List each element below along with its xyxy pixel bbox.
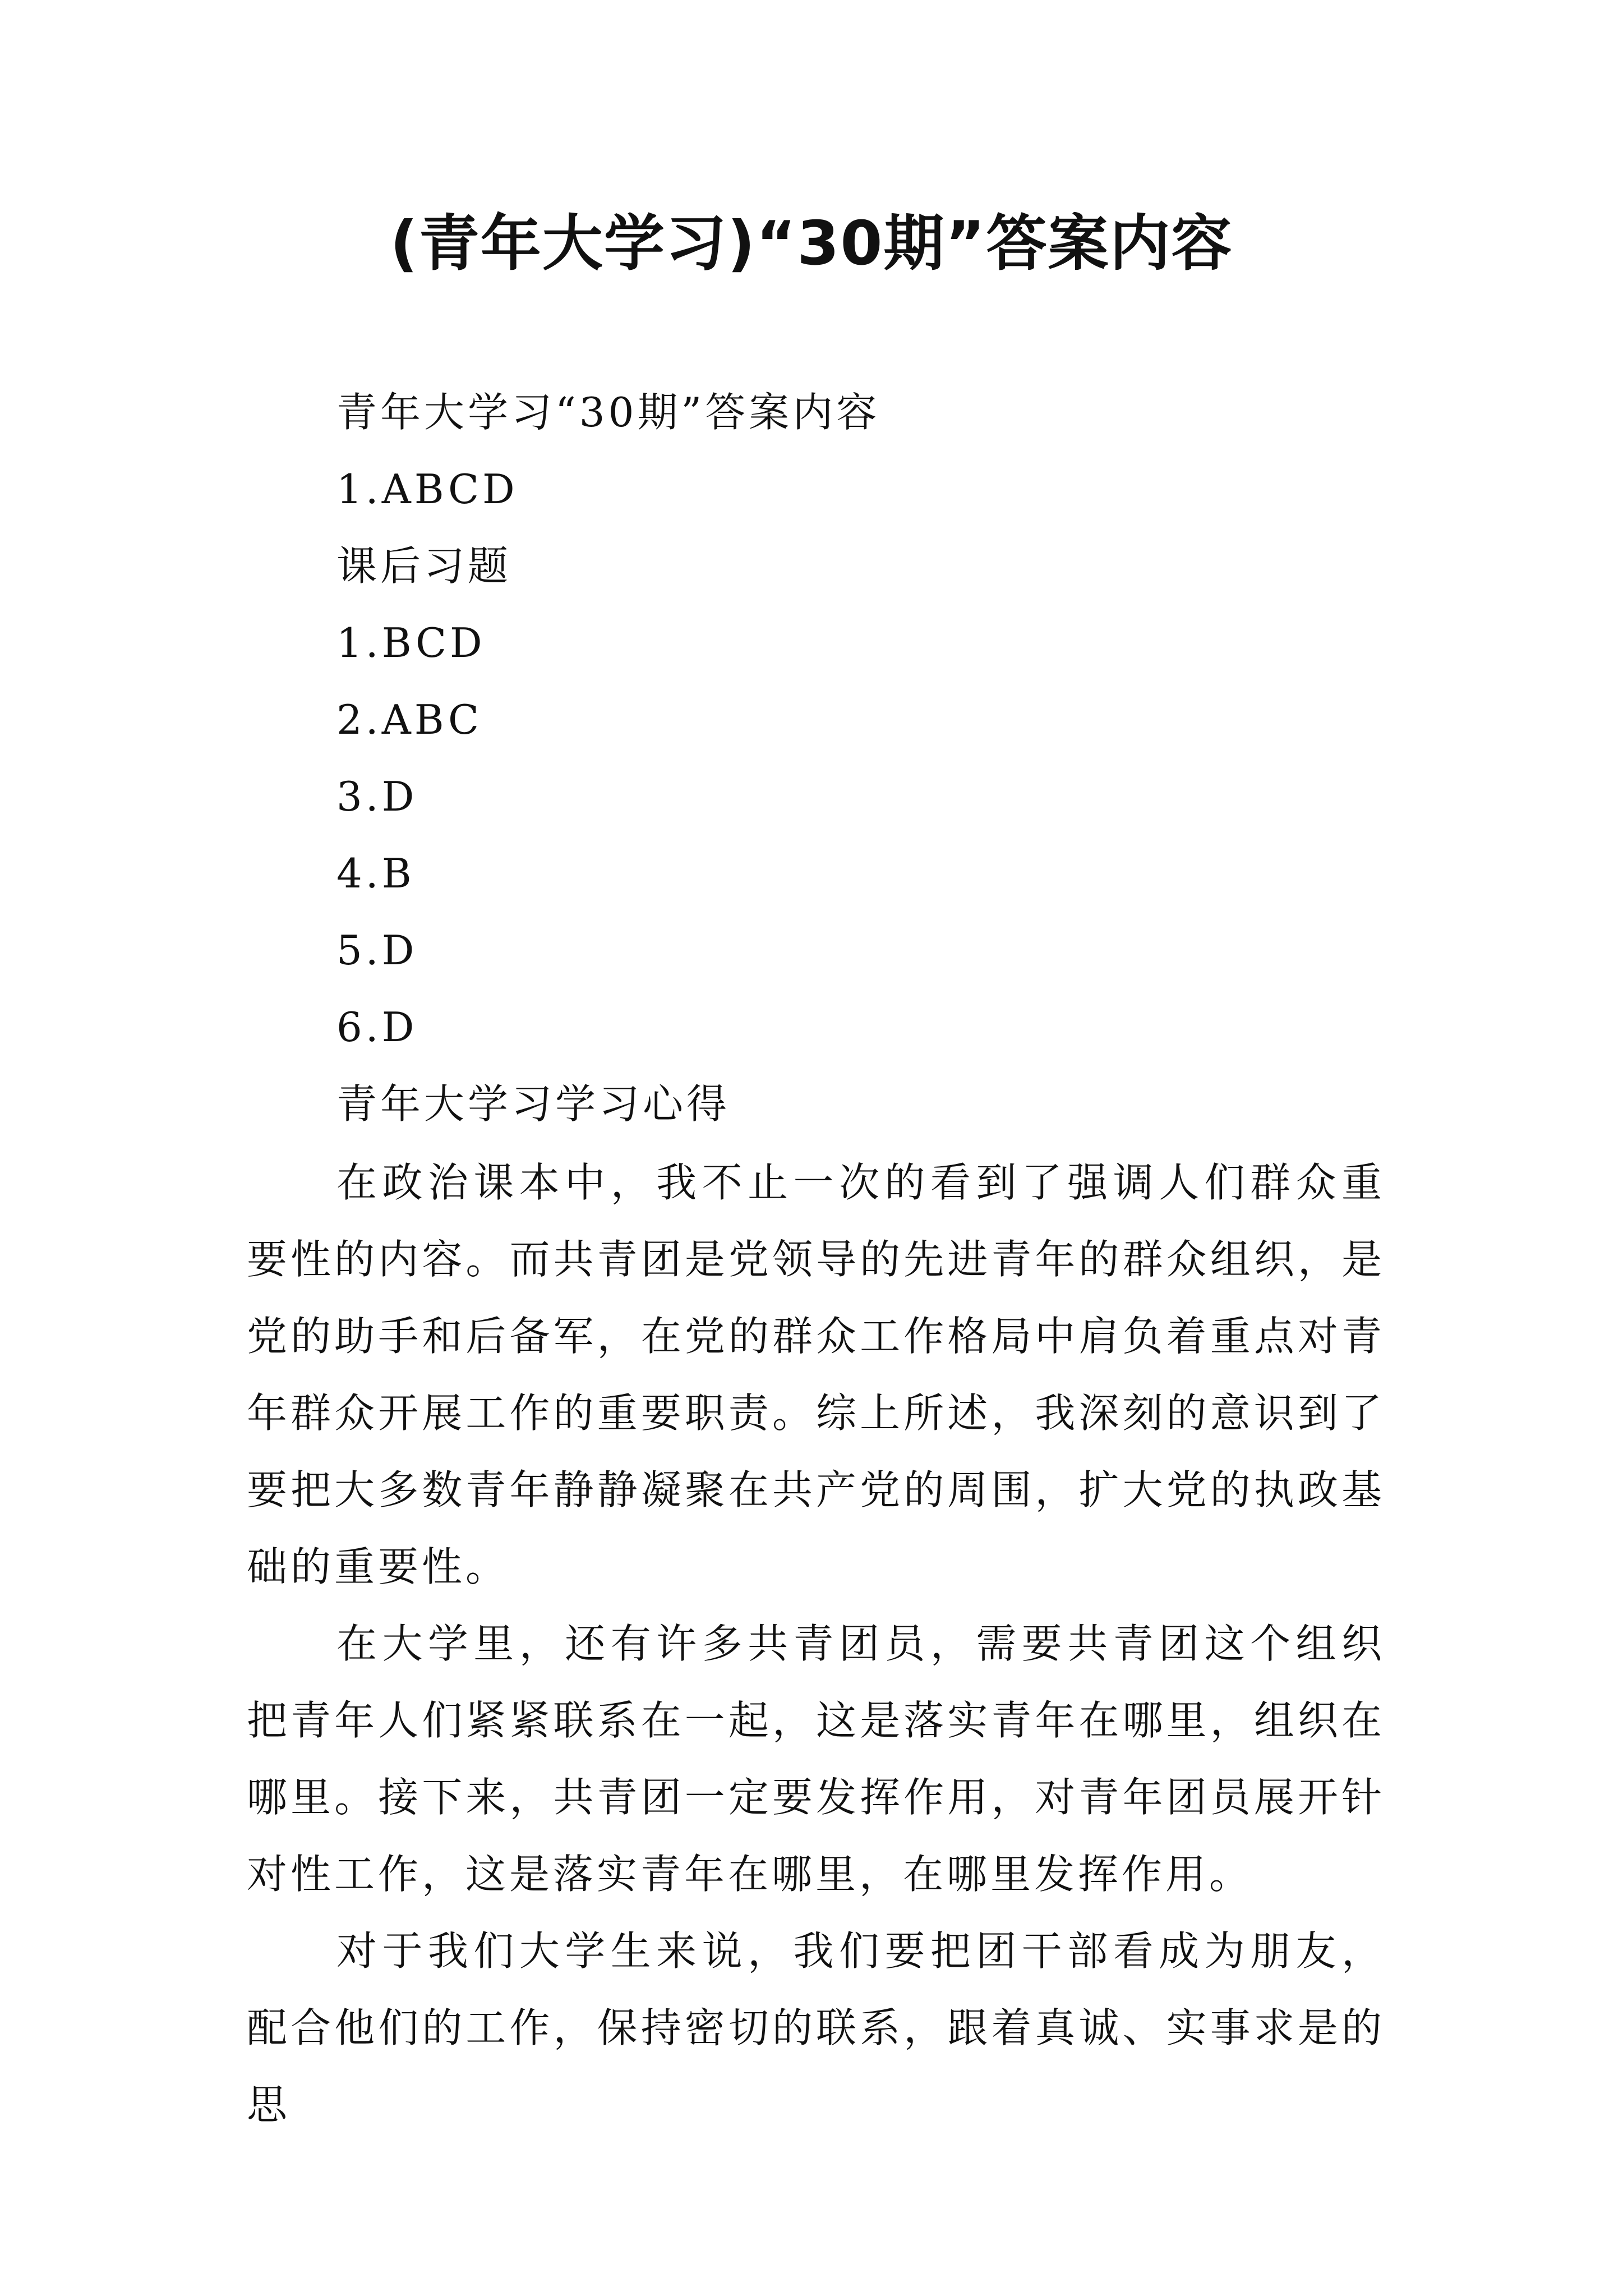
reflection-heading: 青年大学习学习心得: [336, 1080, 731, 1128]
exercise-heading: 课后习题: [336, 542, 512, 590]
exercise-answer: 2.ABC: [336, 696, 483, 743]
exercise-answer: 3.D: [336, 773, 418, 820]
exercise-answer: 4.B: [336, 850, 415, 897]
paragraph: 在大学里，还有许多共青团员，需要共青团这个组织把青年人们紧紧联系在一起，这是落实青年在哪里，组织在哪里。接下来，共青团一定要发挥作用，对青年团员展开针对性工作，这是落实青年在哪里，在哪里发挥作用。: [247, 1620, 1385, 1898]
paragraph: 在政治课本中，我不止一次的看到了强调人们群众重要性的内容。而共青团是党领导的先进青年的群众组织，是党的助手和后备军，在党的群众工作格局中肩负着重点对青年群众开展工作的重要职责。综上所述，我深刻的意识到了要把大多数青年静静凝聚在共产党的周围，扩大党的执政基础的重要性。: [247, 1159, 1385, 1590]
paragraph: 对于我们大学生来说，我们要把团干部看成为朋友，配合他们的工作，保持密切的联系，跟着真诚、实事求是的思: [247, 1927, 1385, 2128]
answer-item: 1.ABCD: [336, 466, 518, 513]
exercise-answer: 6.D: [336, 1004, 418, 1051]
document-title: (青年大学习)“30期”答案内容: [390, 209, 1233, 279]
exercise-answer: 5.D: [336, 927, 418, 974]
exercise-answer: 1.BCD: [336, 619, 486, 666]
section-heading: 青年大学习“30期”答案内容: [336, 389, 880, 436]
